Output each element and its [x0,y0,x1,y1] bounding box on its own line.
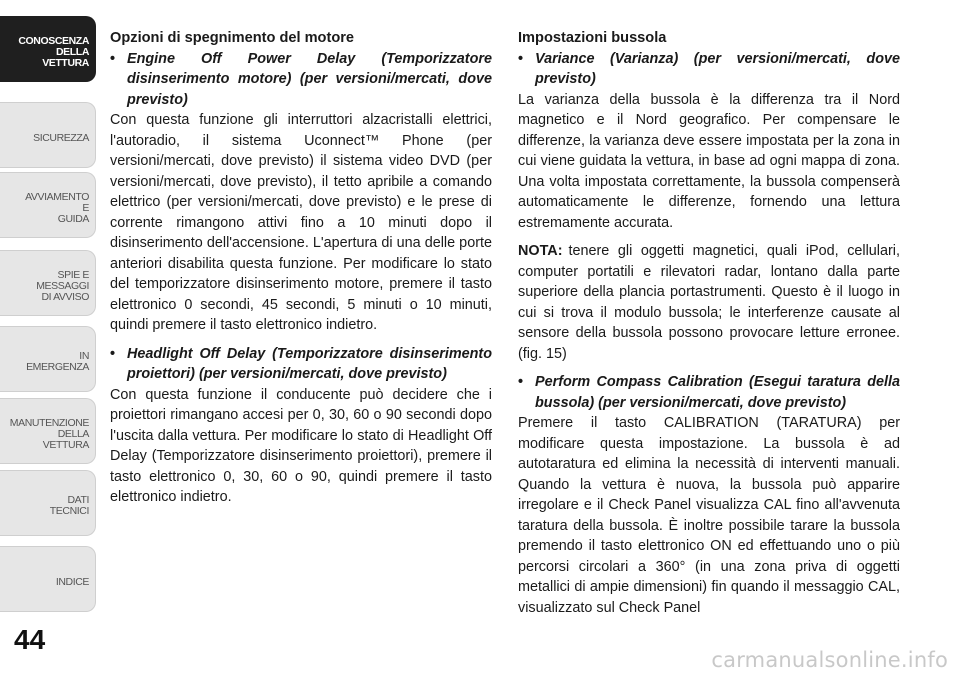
tab-in-emergenza[interactable] [0,326,96,392]
tab-label: INDICE [55,575,89,588]
right-column [518,28,900,618]
section-heading: Opzioni di spegnimento del motore [110,30,355,46]
tab-label: MANUTENZIONE DELLA VETTURA [9,416,89,451]
option-description: Premere il tasto CALIBRATION (TARATURA) per modificare questa impostazione. La bussola è ad autotaratura ed elimina la necessità di interventi manuali. Quando la vettura è nuova, la bussola può apparire irregolare e il Check Panel visualizza CAL fino all'avvenuta taratura della bussola. È inoltre possibile tarare la bussola premendo il tasto elettronico ON ed effettuando uno o più percorsi circolari a 360° (in una zona priva di oggetti metallici di ampie dimensioni) fin quando il messaggio CAL, visualizzato sul Check Panel [518,415,900,616]
spacer [518,364,900,372]
tab-label: CONOSCENZA DELLA VETTURA [18,34,89,69]
option-title: • Perform Compass Calibration (Esegui taratura della bussola) (per versioni/mercati, dove previsto) [518,372,900,413]
option-title: • Engine Off Power Delay (Temporizzatore disinserimento motore) (per versioni/mercati, dove previsto) [110,49,492,111]
note-label: NOTA: [518,243,563,259]
note-text: tenere gli oggetti magnetici, quali iPod, cellulari, computer portatili e rilevatori radar, lontano dalla parte superiore della plancia portastrumenti. Questo è il luogo in cui si trova il modulo bussola; le interferenze causate al sensore della bussola possono provocare letture erronee. (fig. 15) [518,243,900,362]
tab-manutenzione[interactable] [0,398,96,464]
section-heading: Impostazioni bussola [518,30,667,46]
section-tabs [0,0,98,678]
left-column [110,28,492,508]
tab-label: DATI TECNICI [49,494,89,517]
spacer [518,233,900,241]
option-description: Con questa funzione gli interruttori alzacristalli elettrici, l'autoradio, il sistema Uconnect™ Phone (per versioni/mercati, dove previsto) il sistema video DVD (per versioni/mercati, dove previsto), il tetto apribile a comando elettrico (per versioni/mercati, dove previsto) e le prese di corrente rimangono attivi fino a 10 minuti dopo il disinserimento dell'accensione. L'apertura di una delle porte anteriori disabilita questa funzione. Per modificare lo stato del temporizzatore disinserimento motore, premere il tasto elettronico 0 secondi, 45 secondi, 5 minuti o 10 minuti, quindi premere il tasto elettronico indietro. [110,112,492,333]
tab-sicurezza[interactable] [0,102,96,168]
tab-label: IN EMERGENZA [26,350,89,373]
option-title: • Headlight Off Delay (Temporizzatore disinserimento proiettori) (per versioni/mercati, dove previsto) [110,344,492,385]
note [518,241,900,364]
watermark: carmanualsonline.info [711,648,948,672]
option-description: Con questa funzione il conducente può decidere che i proiettori rimangano accesi per 0, 30, 60 o 90 secondi dopo l'uscita dalla vettura. Per modificare lo stato di Headlight Off Delay (Temporizzatore disinserimento proiettori), premere il tasto elettronico 0, 30, 60 o 90, quindi premere il tasto elettronico indietro. [110,386,492,505]
option-title: • Variance (Varianza) (per versioni/mercati, dove previsto) [518,49,900,90]
tab-conoscenza-della-vettura[interactable] [0,16,96,82]
tab-spie-e-messaggi[interactable] [0,250,96,316]
tab-avviamento-e-guida[interactable] [0,172,96,238]
tab-label: SPIE E MESSAGGI DI AVVISO [36,268,89,303]
tab-dati-tecnici[interactable] [0,470,96,536]
spacer [110,336,492,344]
option-description: La varianza della bussola è la differenza tra il Nord magnetico e il Nord geografico. Per compensare le differenze, la varianza deve essere impostata per la zona in cui viene guidata la vettura, in base ad ogni mappa di zona. Una volta impostata correttamente, la bussola compenserà automaticamente le differenze, fornendo una lettura estremamente accurata. [518,91,900,231]
tab-label: AVVIAMENTO E GUIDA [25,190,89,225]
tab-label: SICUREZZA [33,131,89,144]
tab-indice[interactable] [0,546,96,612]
page-number: 44 [14,624,46,655]
